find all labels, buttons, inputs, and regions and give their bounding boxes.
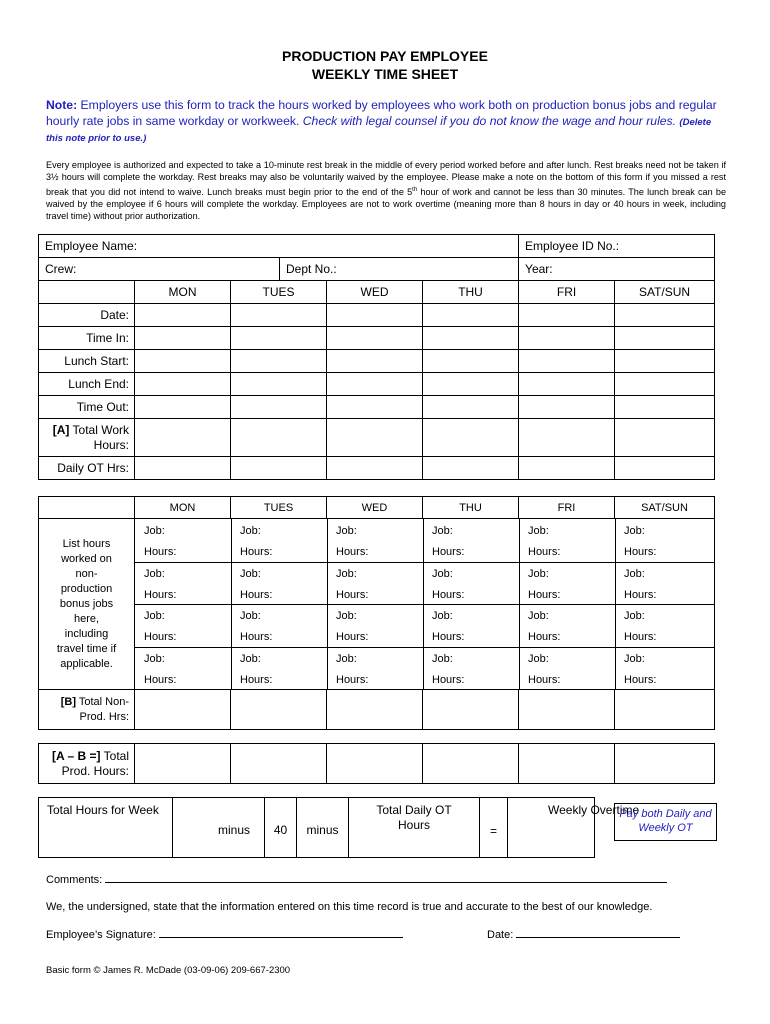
row-time-out	[39, 396, 715, 419]
employee-id-label: Employee ID No.:	[525, 239, 620, 253]
hours-entry[interactable]: Hours:	[432, 588, 465, 601]
total-nonprod-cell[interactable]	[615, 690, 715, 730]
total-prod-cell[interactable]	[327, 744, 423, 784]
time-table	[38, 234, 715, 480]
job-entry[interactable]: Job:	[528, 652, 549, 665]
hours-entry[interactable]: Hours:	[144, 588, 177, 601]
job-divider	[327, 562, 423, 563]
total-nonprod-cell[interactable]	[327, 690, 423, 730]
job-divider	[231, 604, 327, 605]
total-work-cell[interactable]	[519, 419, 615, 457]
time-in-cell[interactable]	[615, 327, 715, 350]
hours-entry[interactable]: Hours:	[240, 546, 273, 558]
job-entry[interactable]: Job:	[144, 610, 165, 622]
hours-entry[interactable]: Hours:	[336, 588, 369, 601]
lunch-end-cell[interactable]	[231, 373, 327, 396]
lunch-start-cell[interactable]	[615, 350, 715, 373]
weekly-overtime-label: Weekly Overtime	[548, 803, 640, 817]
footer-copyright: Basic form © James R. McDade (03-09-06) 209-667-2300	[46, 965, 291, 976]
day-header-fri: FRI	[519, 497, 615, 519]
total-daily-ot-label: Total Daily OT Hours	[376, 803, 452, 832]
job-entry[interactable]: Job:	[432, 525, 453, 537]
hours-entry[interactable]: Hours:	[240, 588, 273, 601]
total-work-tag: [A]	[52, 422, 70, 437]
total-work-cell[interactable]	[231, 419, 327, 457]
employee-name-field[interactable]	[39, 235, 519, 258]
row-lunch-start	[39, 350, 715, 373]
job-entry[interactable]: Job:	[240, 525, 261, 537]
total-nonprod-cell[interactable]	[231, 690, 327, 730]
lunch-start-cell[interactable]	[135, 350, 231, 373]
intro-text-b: hour of work and cannot be less than 30 minutes. The lunch break can be waived by the employee if 6 hours will complete the workday. Employees are not to work overtime (meaning more than 8 hours in day or 40 hours in week, including travel time) without prior authorization.	[46, 186, 726, 222]
total-nonprod-cell[interactable]	[135, 690, 231, 730]
hours-entry[interactable]: Hours:	[336, 673, 369, 686]
total-nonprod-cell[interactable]	[423, 690, 519, 730]
hours-entry[interactable]: Hours:	[144, 631, 177, 643]
hours-entry[interactable]: Hours:	[528, 546, 561, 558]
total-prod-cell[interactable]	[423, 744, 519, 784]
hours-entry[interactable]: Hours:	[528, 673, 561, 686]
weekly-overtime-cell[interactable]	[508, 798, 640, 858]
day-header-satsun: SAT/SUN	[615, 497, 715, 519]
total-work-cell[interactable]	[327, 419, 423, 457]
date-cell[interactable]	[327, 304, 423, 327]
intro-text-a: Every employee is authorized and expected to take a 10-minute rest break in the middle of every period worked before and after lunch. Rest breaks need not be taken if 3½ hours will complete the workday. Rest breaks may also be voluntarily waived by the employee. Please make a note on the bottom of this form if you missed a rest break that you did not intend to waive. Lunch breaks must begin prior to the end of the 5	[46, 160, 726, 197]
crew-label: Crew:	[45, 262, 77, 276]
row-label-daily-ot: Daily OT Hrs:	[39, 457, 135, 480]
date-cell[interactable]	[615, 304, 715, 327]
job-entry[interactable]: Job:	[624, 567, 645, 580]
job-entry[interactable]: Job:	[432, 567, 453, 580]
row-label-total-prod	[39, 744, 135, 784]
row-label-total-work	[39, 419, 135, 457]
lunch-start-cell[interactable]	[327, 350, 423, 373]
row-label-lunch-end: Lunch End:	[39, 373, 135, 396]
job-entry[interactable]: Job:	[528, 525, 549, 537]
row-date	[39, 304, 715, 327]
year-field[interactable]	[519, 258, 715, 281]
daily-ot-cell[interactable]	[615, 457, 715, 480]
job-entry[interactable]: Job:	[624, 525, 645, 537]
job-divider	[135, 647, 231, 648]
job-divider	[519, 562, 615, 563]
job-divider	[423, 604, 519, 605]
date-label: Date:	[487, 929, 514, 941]
crew-field[interactable]	[39, 258, 280, 281]
row-time-in	[39, 327, 715, 350]
job-entry[interactable]: Job:	[336, 567, 357, 580]
hours-entry[interactable]: Hours:	[432, 673, 465, 686]
job-entry[interactable]: Job:	[624, 610, 645, 622]
pay-both-note: Pay both Daily and Weekly OT	[614, 803, 717, 841]
job-divider	[615, 562, 715, 563]
job-divider	[327, 604, 423, 605]
row-lunch-end	[39, 373, 715, 396]
job-entry[interactable]: Job:	[144, 525, 165, 537]
time-in-cell[interactable]	[231, 327, 327, 350]
job-divider	[423, 562, 519, 563]
lunch-start-cell[interactable]	[519, 350, 615, 373]
hours-entry[interactable]: Hours:	[240, 631, 273, 643]
job-entry[interactable]: Job:	[240, 652, 261, 665]
hours-entry[interactable]: Hours:	[624, 588, 657, 601]
time-out-cell[interactable]	[519, 396, 615, 419]
row-daily-ot	[39, 457, 715, 480]
note-delete: (Delete this note prior to use.)	[46, 116, 712, 144]
weekly-summary-table	[38, 797, 640, 858]
hours-entry[interactable]: Hours:	[432, 546, 465, 558]
total-hours-week-cell[interactable]	[39, 798, 173, 858]
list-hours-text: List hours worked on non-production bonus jobs here, including travel time if applicable.	[56, 537, 117, 670]
year-label: Year:	[525, 262, 553, 276]
intro-paragraph	[46, 159, 726, 223]
hours-entry[interactable]: Hours:	[624, 546, 657, 558]
lunch-end-cell[interactable]	[423, 373, 519, 396]
hours-entry[interactable]: Hours:	[624, 673, 657, 686]
row-label-lunch-start: Lunch Start:	[39, 350, 135, 373]
total-work-cell[interactable]	[135, 419, 231, 457]
total-hours-week-label: Total Hours for Week	[47, 803, 159, 817]
job-entry[interactable]: Job:	[432, 610, 453, 622]
lunch-start-cell[interactable]	[231, 350, 327, 373]
total-nonprod-cell[interactable]	[519, 690, 615, 730]
date-cell[interactable]	[423, 304, 519, 327]
lunch-end-cell[interactable]	[135, 373, 231, 396]
total-nonprod-text: Total Non-Prod. Hrs:	[76, 695, 129, 723]
row-label-time-in: Time In:	[39, 327, 135, 350]
day-header-wed: WED	[327, 497, 423, 519]
signature-label: Employee’s Signature:	[46, 929, 156, 941]
note-block	[46, 98, 721, 147]
job-divider	[135, 562, 231, 563]
time-out-cell[interactable]	[423, 396, 519, 419]
daily-ot-cell[interactable]	[423, 457, 519, 480]
hours-entry[interactable]: Hours:	[336, 631, 369, 643]
daily-ot-cell[interactable]	[231, 457, 327, 480]
hours-entry[interactable]: Hours:	[144, 546, 177, 558]
job-divider	[519, 647, 615, 648]
day-header-thu: THU	[423, 497, 519, 519]
forty-value: 40	[265, 798, 297, 858]
job-entry[interactable]: Job:	[528, 567, 549, 580]
hours-entry[interactable]: Hours:	[432, 631, 465, 643]
comments-blank[interactable]	[105, 882, 667, 883]
total-work-text: Total Work Hours:	[69, 422, 129, 452]
lunch-end-cell[interactable]	[519, 373, 615, 396]
job-divider	[423, 647, 519, 648]
daily-ot-cell[interactable]	[519, 457, 615, 480]
job-entry[interactable]: Job:	[336, 610, 357, 622]
day-header-mon: MON	[135, 281, 231, 304]
job-divider	[615, 604, 715, 605]
time-in-cell[interactable]	[327, 327, 423, 350]
total-daily-ot-cell[interactable]	[349, 798, 480, 858]
blank-header-cell	[39, 281, 135, 304]
total-prod-cell[interactable]	[231, 744, 327, 784]
job-entry[interactable]: Job:	[240, 567, 261, 580]
time-in-cell[interactable]	[519, 327, 615, 350]
day-header-satsun: SAT/SUN	[615, 281, 715, 304]
dept-field[interactable]	[280, 258, 519, 281]
total-prod-cell[interactable]	[135, 744, 231, 784]
total-prod-tag: [A – B =]	[51, 748, 101, 763]
lunch-end-cell[interactable]	[615, 373, 715, 396]
form-title-line2: WEEKLY TIME SHEET	[311, 66, 459, 82]
total-work-cell[interactable]	[423, 419, 519, 457]
job-entry[interactable]: Job:	[432, 652, 453, 665]
job-entry[interactable]: Job:	[528, 610, 549, 622]
daily-ot-cell[interactable]	[327, 457, 423, 480]
job-divider	[615, 647, 715, 648]
hours-entry[interactable]: Hours:	[144, 673, 177, 686]
row-label-total-nonprod	[39, 690, 135, 730]
total-prod-text: Total Prod. Hours:	[61, 748, 129, 778]
lunch-end-cell[interactable]	[327, 373, 423, 396]
job-entry[interactable]: Job:	[336, 652, 357, 665]
blank-header-cell	[39, 497, 135, 519]
job-entry[interactable]: Job:	[144, 567, 165, 580]
total-prod-cell[interactable]	[615, 744, 715, 784]
signature-blank[interactable]	[159, 937, 403, 938]
time-out-cell[interactable]	[615, 396, 715, 419]
row-total-work	[39, 419, 715, 457]
row-label-time-out: Time Out:	[39, 396, 135, 419]
note-legal: Check with legal counsel if you do not know the wage and hour rules.	[302, 113, 677, 128]
time-in-cell[interactable]	[423, 327, 519, 350]
employee-id-field[interactable]	[519, 235, 715, 258]
date-cell[interactable]	[519, 304, 615, 327]
job-divider	[231, 647, 327, 648]
day-header-wed: WED	[327, 281, 423, 304]
hours-entry[interactable]: Hours:	[240, 673, 273, 686]
job-entry[interactable]: Job:	[240, 610, 261, 622]
total-work-cell[interactable]	[615, 419, 715, 457]
comments-label: Comments:	[46, 874, 103, 886]
total-prod-cell[interactable]	[519, 744, 615, 784]
time-out-cell[interactable]	[327, 396, 423, 419]
job-entry[interactable]: Job:	[144, 652, 165, 665]
date-cell[interactable]	[135, 304, 231, 327]
equals-sign: =	[480, 798, 508, 858]
minus-1: minus	[173, 798, 265, 858]
daily-ot-cell[interactable]	[135, 457, 231, 480]
date-cell[interactable]	[231, 304, 327, 327]
nonprod-table	[38, 496, 715, 730]
hours-entry[interactable]: Hours:	[336, 546, 369, 558]
intro-sup: th	[412, 186, 418, 193]
date-line[interactable]	[487, 929, 680, 941]
day-header-mon: MON	[135, 497, 231, 519]
date-blank[interactable]	[516, 937, 680, 938]
comments-line[interactable]	[46, 874, 667, 886]
day-header-fri: FRI	[519, 281, 615, 304]
minus-2: minus	[297, 798, 349, 858]
note-label: Note:	[46, 98, 78, 112]
day-header-thu: THU	[423, 281, 519, 304]
day-header-tues: TUES	[231, 497, 327, 519]
time-out-cell[interactable]	[231, 396, 327, 419]
job-divider	[231, 562, 327, 563]
job-entry[interactable]: Job:	[336, 525, 357, 537]
note-text: Employers use this form to track the hours worked by employees who work both on production bonus jobs and regular hourly rate jobs in same workday or workweek.	[46, 98, 717, 128]
job-entry[interactable]: Job:	[624, 652, 645, 665]
total-nonprod-tag: [B]	[60, 695, 76, 708]
day-header-tues: TUES	[231, 281, 327, 304]
job-grid	[135, 519, 715, 690]
statement-text: We, the undersigned, state that the information entered on this time record is true and accurate to the best of our knowledge.	[46, 901, 653, 913]
prod-hours-table	[38, 743, 715, 784]
employee-name-label: Employee Name:	[45, 239, 138, 253]
lunch-start-cell[interactable]	[423, 350, 519, 373]
list-hours-instructions	[39, 519, 135, 690]
hours-entry[interactable]: Hours:	[624, 631, 657, 643]
row-label-date: Date:	[39, 304, 135, 327]
form-title-line1: PRODUCTION PAY EMPLOYEE	[282, 48, 488, 64]
job-divider	[135, 604, 231, 605]
hours-entry[interactable]: Hours:	[528, 588, 561, 601]
time-out-cell[interactable]	[135, 396, 231, 419]
signature-line[interactable]	[46, 929, 403, 941]
dept-label: Dept No.:	[286, 262, 337, 276]
time-in-cell[interactable]	[135, 327, 231, 350]
hours-entry[interactable]: Hours:	[528, 631, 561, 643]
job-divider	[519, 604, 615, 605]
job-divider	[327, 647, 423, 648]
